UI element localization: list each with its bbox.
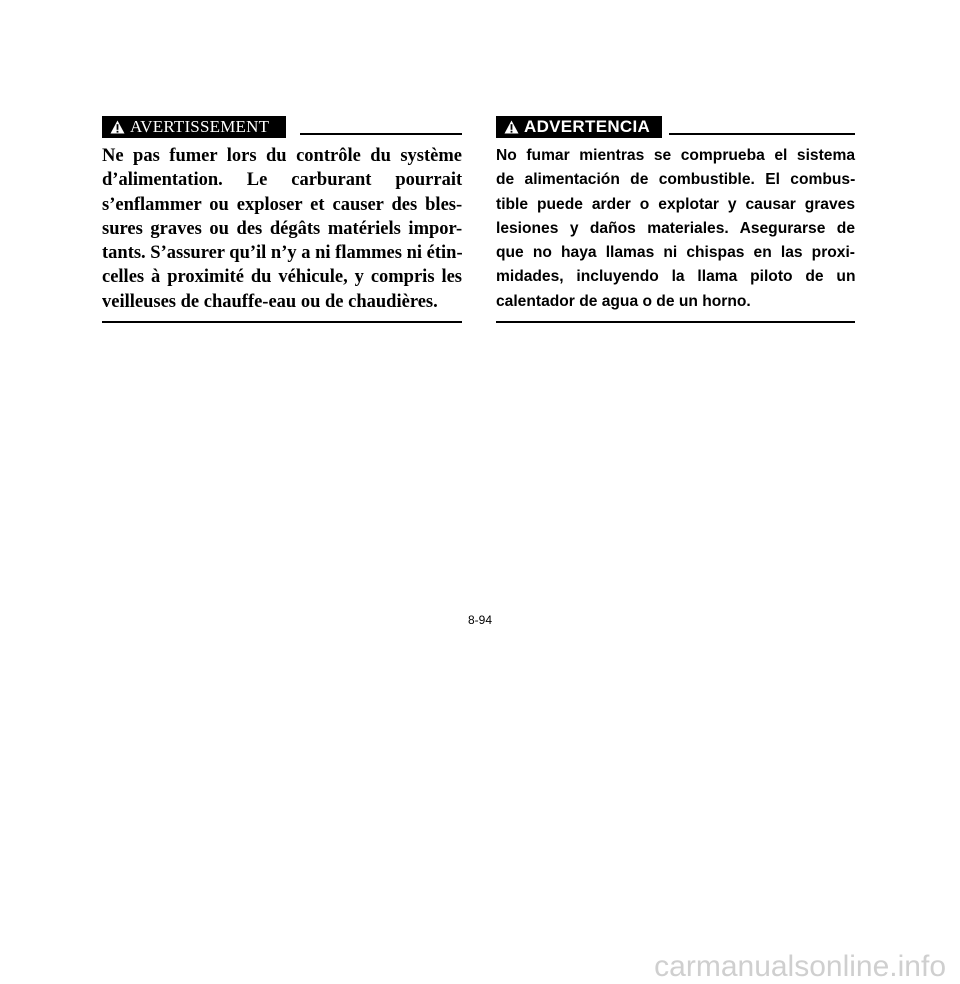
text-line: midades, incluyendo la llama piloto de un — [496, 268, 856, 286]
text-line: sures graves ou des dégâts matériels impor- — [102, 218, 463, 239]
warning-badge-label: ADVERTENCIA — [524, 117, 651, 136]
warning-header — [102, 116, 462, 138]
site-watermark: carmanualsonline.info — [654, 950, 946, 983]
text-line: calentador de agua o de un horno. — [496, 292, 751, 310]
text-line: que no haya llamas ni chispas en las proxi- — [496, 244, 855, 262]
page-number: 8-94 — [467, 613, 493, 627]
warning-text — [102, 144, 462, 314]
header-rule — [300, 133, 462, 135]
text-line: celles à proximité du véhicule, y compris les — [102, 267, 462, 288]
warning-badge — [102, 116, 286, 138]
text-line: de alimentación de combustible. El combus- — [496, 171, 856, 189]
warning-block-french — [102, 116, 462, 323]
header-rule — [669, 133, 855, 135]
warning-block-spanish — [496, 116, 855, 323]
text-line: d’alimentation. Le carburant pourrait — [102, 170, 463, 191]
text-line: veilleuses de chauffe-eau ou de chaudières. — [102, 291, 438, 312]
text-line: tible puede arder o explotar y causar graves — [496, 195, 855, 213]
text-line: s’enflammer ou exploser et causer des bles- — [102, 194, 463, 215]
text-line: lesiones y daños materiales. Asegurarse de — [496, 219, 855, 237]
warning-triangle-icon — [504, 120, 519, 134]
text-line: Ne pas fumer lors du contrôle du système — [102, 146, 462, 166]
text-line: tants. S’assurer qu’il n’y a ni flammes ni étin- — [102, 243, 463, 264]
warning-triangle-icon — [110, 120, 125, 134]
text-line: No fumar mientras se comprueba el sistema — [496, 147, 855, 164]
warning-text — [496, 144, 855, 314]
warning-header — [496, 116, 855, 138]
bottom-rule — [496, 321, 855, 323]
bottom-rule — [102, 321, 462, 323]
warning-badge-label: AVERTISSEMENT — [130, 117, 270, 136]
warning-badge — [496, 116, 662, 138]
